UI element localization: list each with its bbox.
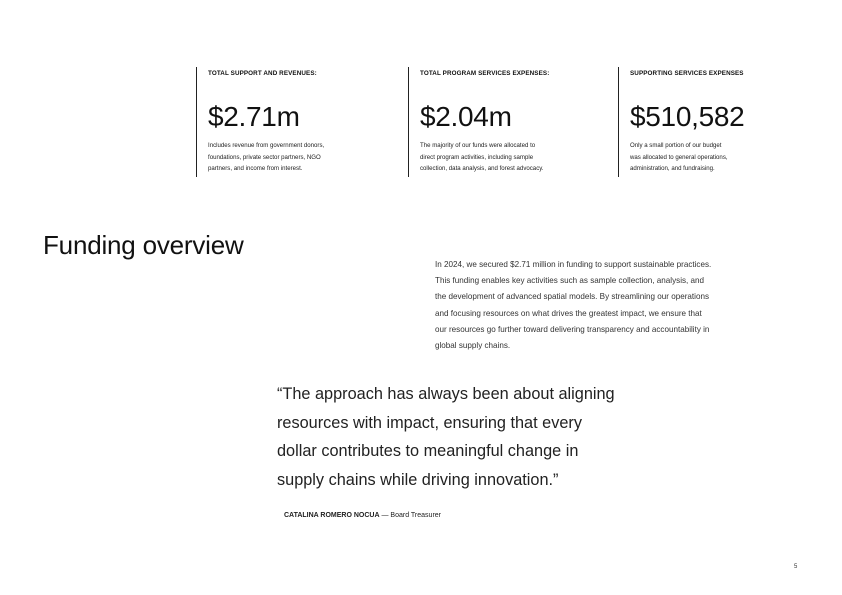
stat-total-support: [196, 67, 396, 177]
pull-quote: “The approach has always been about aligning resources with impact, ensuring that every dollar contributes to meaningful change in supply chains while driving innovation.”: [277, 385, 615, 489]
quote-role: — Board Treasurer: [379, 512, 441, 519]
stat-description: The majority of our funds were allocated to direct program activities, including sample collection, data analysis, and forest advocacy.: [420, 142, 544, 172]
body-paragraph: In 2024, we secured $2.71 million in funding to support sustainable practices. This funding enables key activities such as sample collection, analysis, and the development of advanced spatial models. By streamlining our operations and focusing resources on what drives the greatest impact, we ensure that our resources go further toward delivering transparency and accountability in global supply chains.: [435, 260, 712, 351]
stat-value: $510,582: [630, 101, 745, 132]
stat-description: Includes revenue from government donors, foundations, private sector partners, NGO partners, and income from interest.: [208, 142, 325, 172]
stat-description: Only a small portion of our budget was allocated to general operations, administration, and fundraising.: [630, 142, 728, 172]
stat-label: SUPPORTING SERVICES EXPENSES: [630, 70, 744, 77]
stat-label: TOTAL PROGRAM SERVICES EXPENSES:: [420, 70, 550, 77]
stat-value: $2.04m: [420, 101, 512, 132]
stat-supporting-expenses: [618, 67, 818, 177]
quote-author: CATALINA ROMERO NOCUA: [284, 512, 380, 519]
section-heading: Funding overview: [43, 230, 244, 260]
stat-label: TOTAL SUPPORT AND REVENUES:: [208, 70, 317, 77]
stat-program-expenses: [408, 67, 608, 177]
stat-value: $2.71m: [208, 101, 300, 132]
page-number: 5: [794, 564, 798, 570]
quote-attribution: [284, 512, 441, 519]
